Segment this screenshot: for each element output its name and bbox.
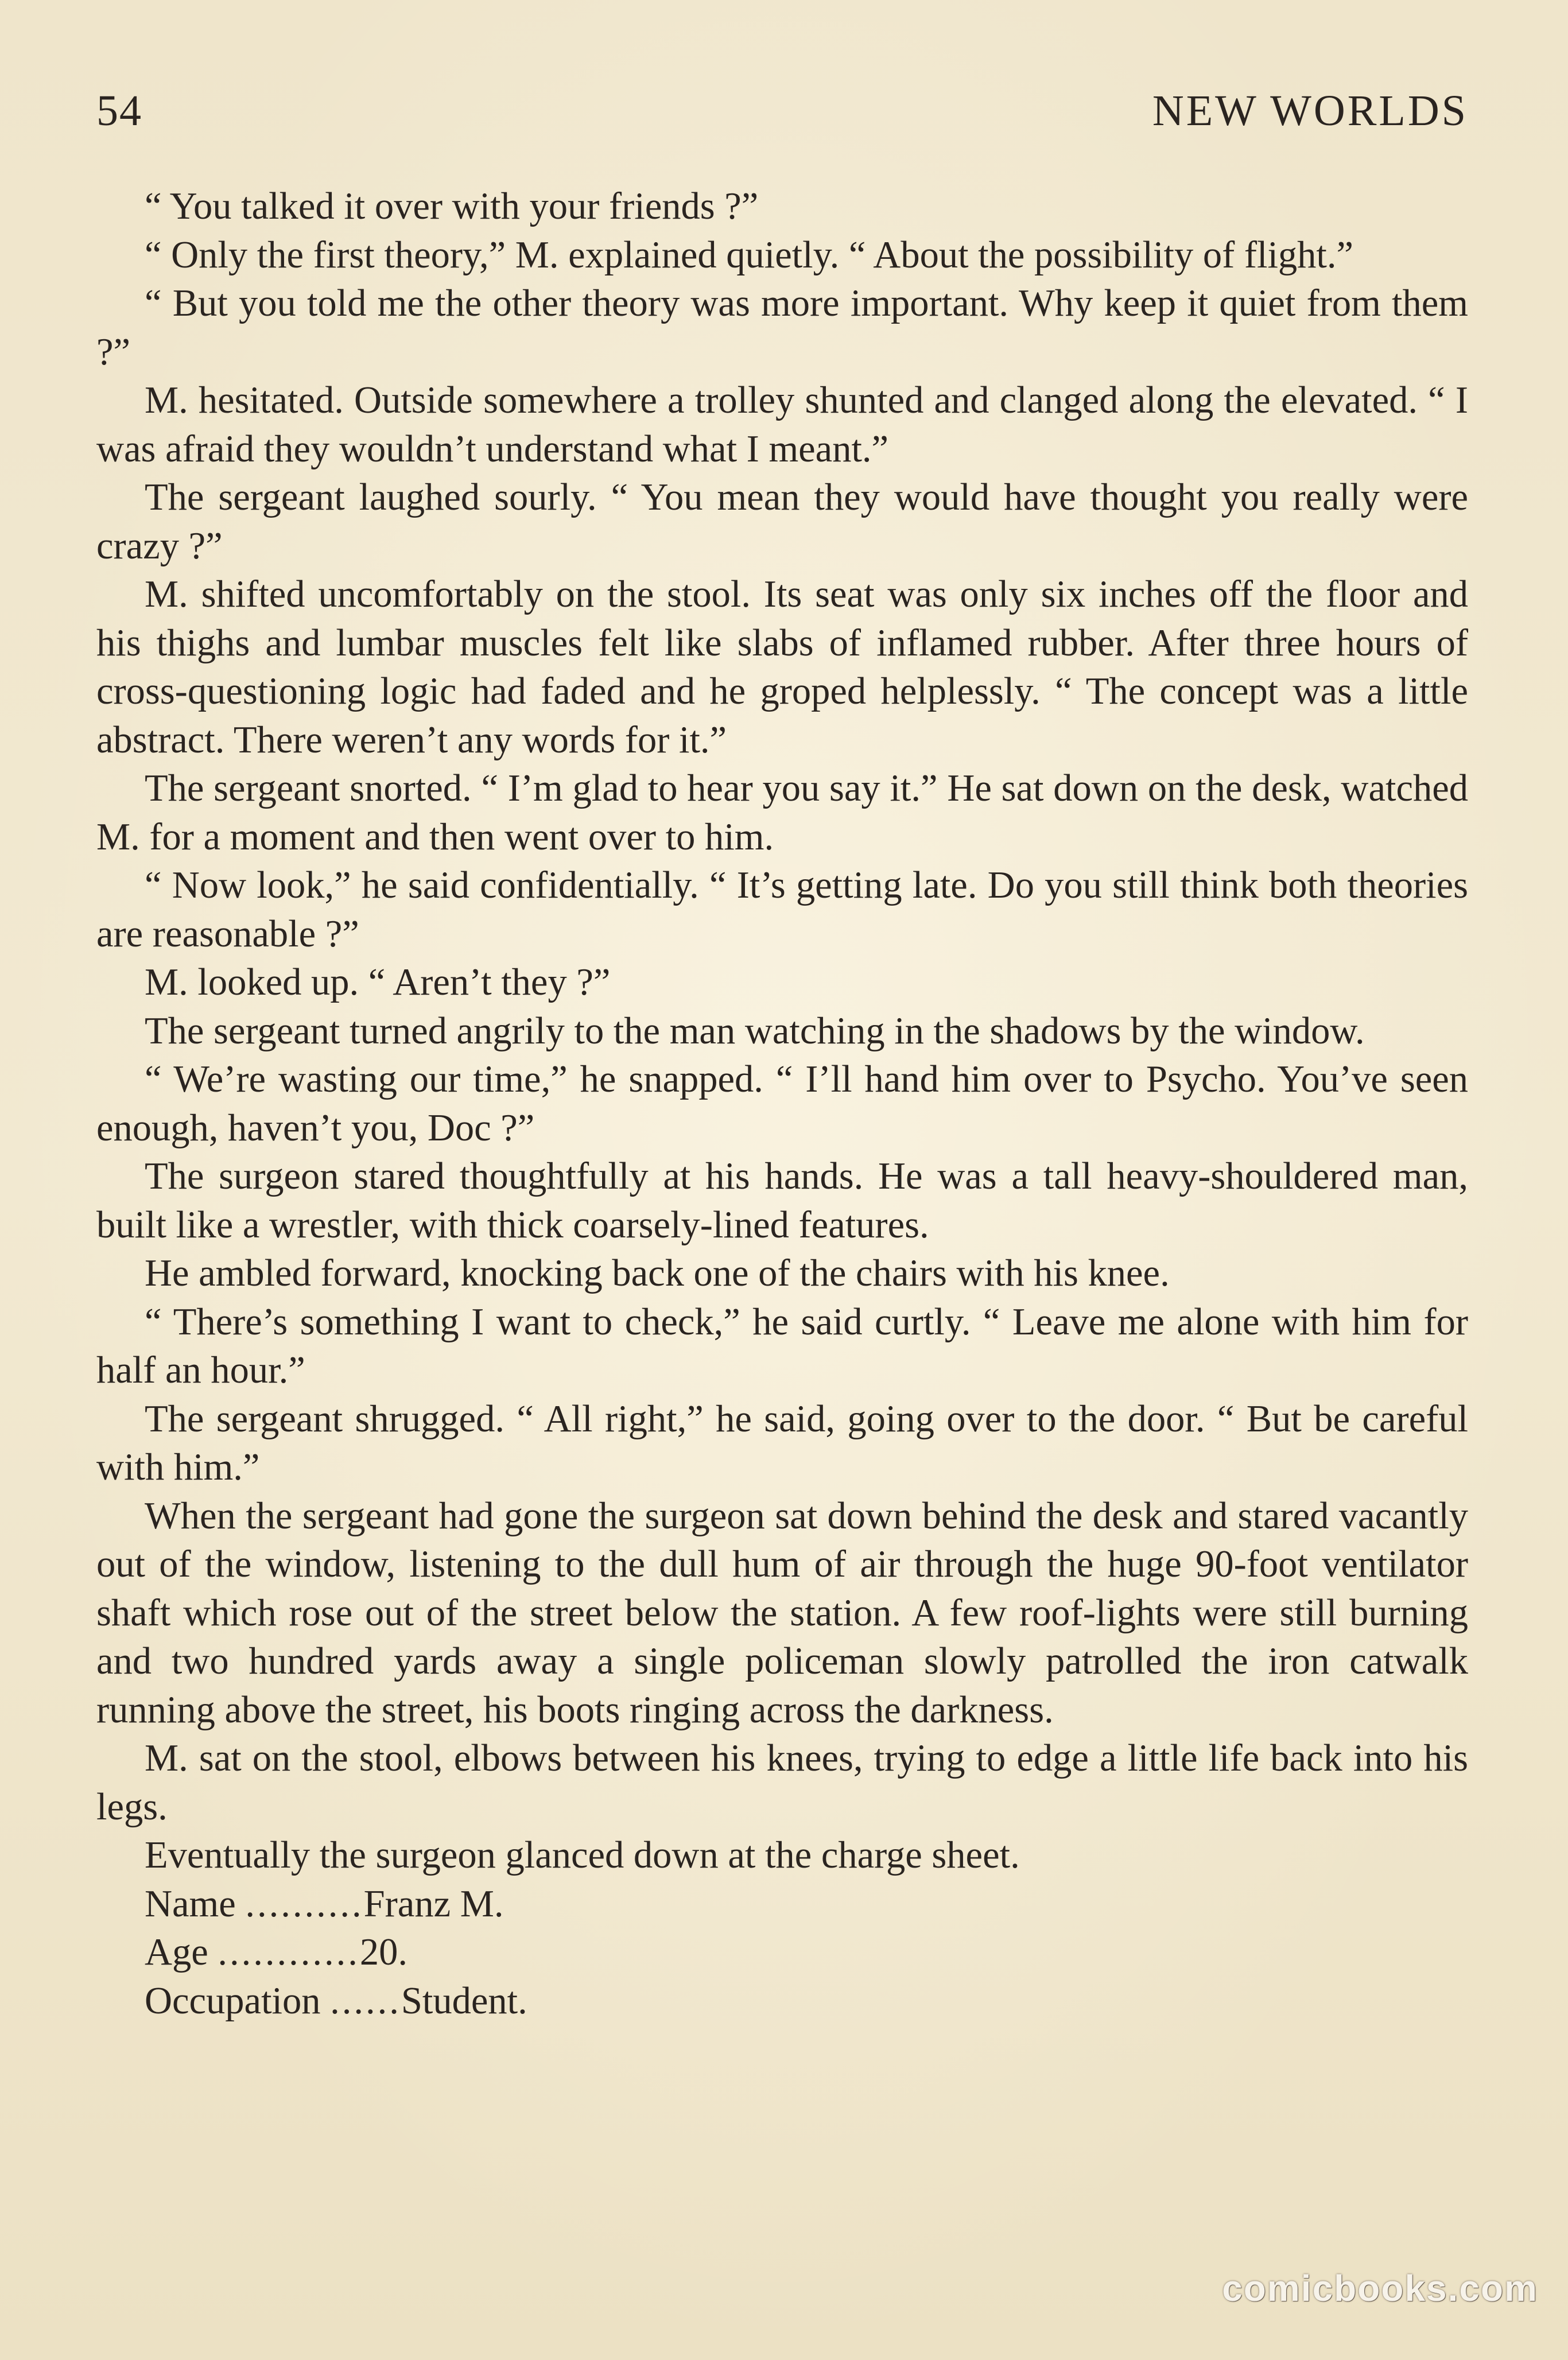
- paragraph: “ We’re wasting our time,” he snapped. “ I’ll hand him over to Psycho. You’ve seen enough, haven’t you, Doc ?”: [96, 1058, 1468, 1149]
- charge-label: Occupation: [145, 1979, 321, 2022]
- charge-value: 20.: [359, 1931, 408, 1973]
- paragraph: M. sat on the stool, elbows between his knees, trying to edge a little life back into his legs.: [96, 1737, 1468, 1828]
- page-number: 54: [96, 87, 142, 135]
- charge-label: Age: [145, 1931, 208, 1973]
- leader-dots: ..........: [245, 1882, 364, 1925]
- charge-sheet: [96, 1880, 1468, 2026]
- paragraph: “ There’s something I want to check,” he said curtly. “ Leave me alone with him for half an hour.”: [96, 1301, 1468, 1391]
- paragraph: “ Now look,” he said confidentially. “ It’s getting late. Do you still think both theories are reasonable ?”: [96, 864, 1468, 955]
- charge-label: Name: [145, 1882, 236, 1925]
- paragraph: M. hesitated. Outside somewhere a trolley shunted and clanged along the elevated. “ I was afraid they wouldn’t understand what I meant.”: [96, 379, 1468, 470]
- charge-value: Student.: [401, 1979, 527, 2022]
- paragraph: The sergeant shrugged. “ All right,” he said, going over to the door. “ But be careful with him.”: [96, 1398, 1468, 1488]
- paragraph: When the sergeant had gone the surgeon sat down behind the desk and stared vacantly out of the window, listening to the dull hum of air through the huge 90-foot ventilator shaft which rose out of the street below the station. A few roof-lights were still burning and two hundred yards away a single policeman slowly patrolled the iron catwalk running above the street, his boots ringing across the darkness.: [96, 1495, 1468, 1731]
- charge-sheet-occupation-line: [96, 1977, 1468, 2026]
- paragraph: The sergeant turned angrily to the man watching in the shadows by the window.: [145, 1010, 1365, 1052]
- watermark: comicbooks.com: [1222, 2268, 1538, 2309]
- story-text: [96, 183, 1468, 2025]
- paragraph: M. looked up. “ Aren’t they ?”: [145, 961, 611, 1003]
- paragraph: Eventually the surgeon glanced down at the charge sheet.: [145, 1834, 1020, 1876]
- paragraph: He ambled forward, knocking back one of the chairs with his knee.: [145, 1252, 1170, 1294]
- leader-dots: ......: [330, 1979, 401, 2022]
- leader-dots: ............: [218, 1931, 360, 1973]
- paragraph: “ But you told me the other theory was more important. Why keep it quiet from them ?”: [96, 282, 1468, 373]
- paragraph: The surgeon stared thoughtfully at his hands. He was a tall heavy-shouldered man, built like a wrestler, with thick coarsely-lined features.: [96, 1155, 1468, 1246]
- charge-value: Franz M.: [363, 1882, 504, 1925]
- page-header: [96, 86, 1468, 149]
- paragraph: The sergeant laughed sourly. “ You mean they would have thought you really were crazy ?”: [96, 476, 1468, 567]
- paragraph: “ You talked it over with your friends ?”: [145, 185, 759, 227]
- paragraph: The sergeant snorted. “ I’m glad to hear you say it.” He sat down on the desk, watched M. for a moment and then went over to him.: [96, 767, 1468, 858]
- charge-sheet-name-line: [96, 1880, 1468, 1929]
- paragraph: M. shifted uncomfortably on the stool. Its seat was only six inches off the floor and his thighs and lumbar muscles felt like slabs of inflamed rubber. After three hours of cross-questioning logic had faded and he groped helplessly. “ The concept was a little abstract. There weren’t any words for it.”: [96, 573, 1468, 761]
- charge-sheet-age-line: [96, 1928, 1468, 1977]
- running-head: NEW WORLDS: [1152, 87, 1468, 135]
- paragraph: “ Only the first theory,” M. explained quietly. “ About the possibility of flight.”: [145, 234, 1354, 276]
